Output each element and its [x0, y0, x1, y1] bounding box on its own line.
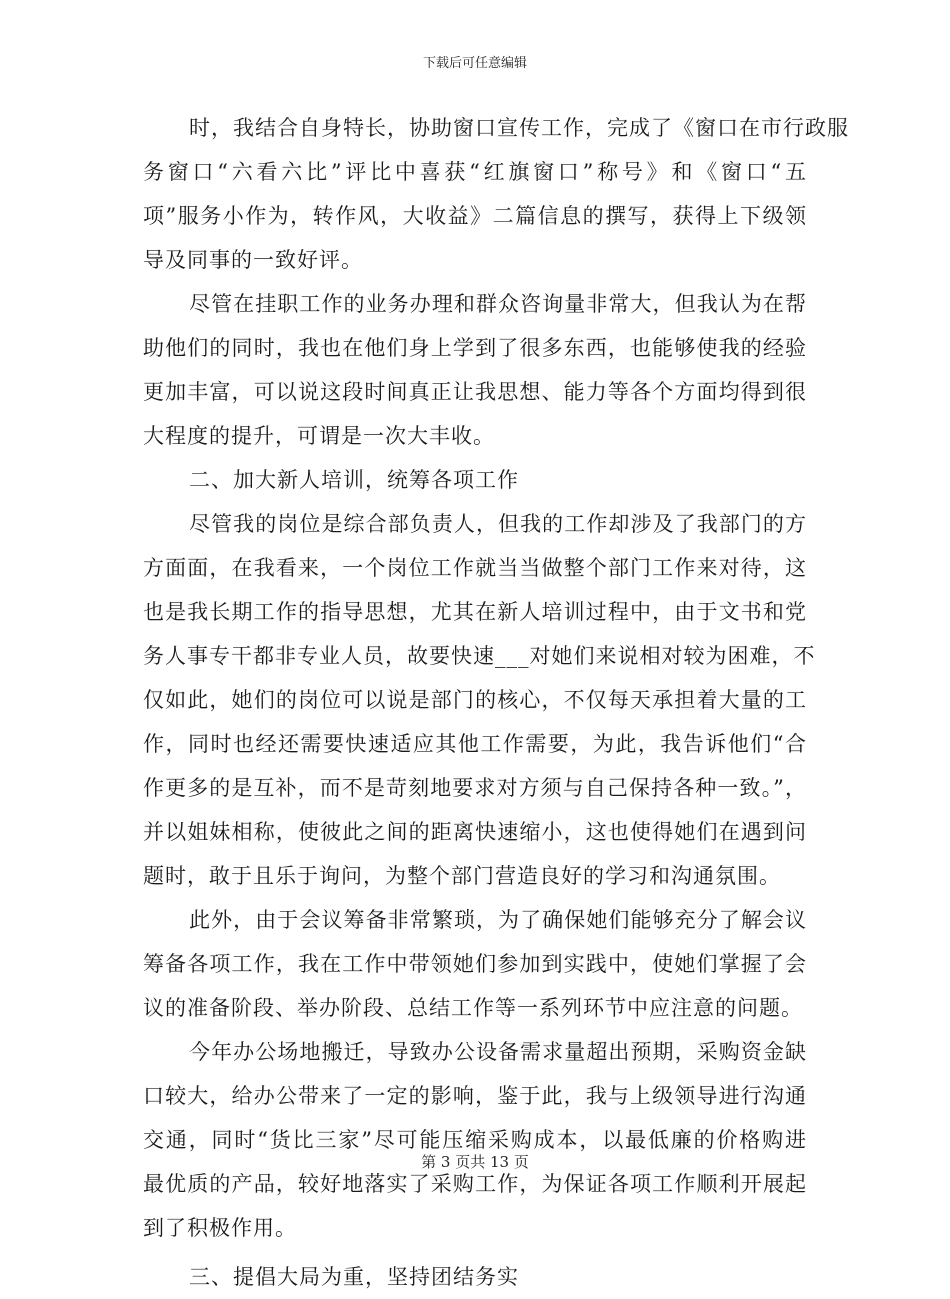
- section-heading: [143, 458, 807, 502]
- text-line: 尽管在挂职工作的业务办理和群众咨询量非常大，但我认为在帮: [189, 292, 807, 316]
- text-line: 作更多的是互补，而不是苛刻地要求对方须与自己保持各种一致。”，: [143, 776, 807, 800]
- paragraph: [143, 1030, 807, 1250]
- text-line: 仅如此，她们的岗位可以说是部门的核心，不仅每天承担着大量的工: [143, 688, 807, 712]
- page-header: 下载后可任意编辑: [422, 56, 527, 71]
- text-line: 并以姐妹相称，使彼此之间的距离快速缩小，这也使得她们在遇到问: [143, 820, 807, 844]
- text-line: 务窗口“六看六比”评比中喜获“红旗窗口”称号》和《窗口“五: [143, 160, 807, 184]
- text-line: 口较大，给办公带来了一定的影响，鉴于此，我与上级领导进行沟通: [143, 1084, 807, 1108]
- text-line: 二、加大新人培训，统筹各项工作: [189, 468, 519, 492]
- text-line: 助他们的同时，我也在他们身上学到了很多东西，也能够使我的经验: [143, 336, 807, 360]
- section-heading: [143, 1255, 807, 1299]
- text-line: 也是我长期工作的指导思想，尤其在新人培训过程中，由于文书和党: [143, 600, 807, 624]
- document-body: [143, 106, 849, 1299]
- text-line: 题时，敢于且乐于询问，为整个部门营造良好的学习和沟通氛围。: [143, 864, 781, 888]
- page-footer: 第 3 页共 13 页: [421, 1153, 529, 1171]
- text-line: 方面面，在我看来，一个岗位工作就当当做整个部门工作来对待，这: [143, 556, 807, 580]
- text-line: 交通，同时“货比三家”尽可能压缩采购成本，以最低廉的价格购进: [143, 1128, 807, 1152]
- text-line: 尽管我的岗位是综合部负责人，但我的工作却涉及了我部门的方: [189, 512, 807, 536]
- text-line: 今年办公场地搬迁，导致办公设备需求量超出预期，采购资金缺: [189, 1040, 807, 1064]
- text-line: 更加丰富，可以说这段时间真正让我思想、能力等各个方面均得到很: [143, 380, 807, 404]
- text-line: 三、提倡大局为重，坚持团结务实: [189, 1265, 519, 1289]
- text-line: 此外，由于会议筹备非常繁琐，为了确保她们能够充分了解会议: [189, 908, 807, 932]
- text-line: 项”服务小作为，转作风，大收益》二篇信息的撰写，获得上下级领: [143, 204, 807, 228]
- text-line: 大程度的提升，可谓是一次大丰收。: [143, 424, 495, 448]
- paragraph: [143, 106, 849, 282]
- text-line: 筹备各项工作，我在工作中带领她们参加到实践中，使她们掌握了会: [143, 952, 807, 976]
- text-line: 导及同事的一致好评。: [143, 248, 363, 272]
- text-line: 议的准备阶段、举办阶段、总结工作等一系列环节中应注意的问题。: [143, 996, 803, 1020]
- paragraph: [143, 502, 816, 898]
- paragraph: [143, 282, 807, 458]
- text-line: 作，同时也经还需要快速适应其他工作需要，为此，我告诉他们“合: [143, 732, 807, 756]
- text-line: 时，我结合自身特长，协助窗口宣传工作，完成了《窗口在市行政服: [189, 116, 849, 140]
- text-line: 到了积极作用。: [143, 1216, 297, 1240]
- text-line: 务人事专干都非专业人员，故要快速___对她们来说相对较为困难，不: [143, 644, 816, 668]
- text-line: 最优质的产品，较好地落实了采购工作，为保证各项工作顺利开展起: [143, 1172, 807, 1196]
- paragraph: [143, 898, 807, 1030]
